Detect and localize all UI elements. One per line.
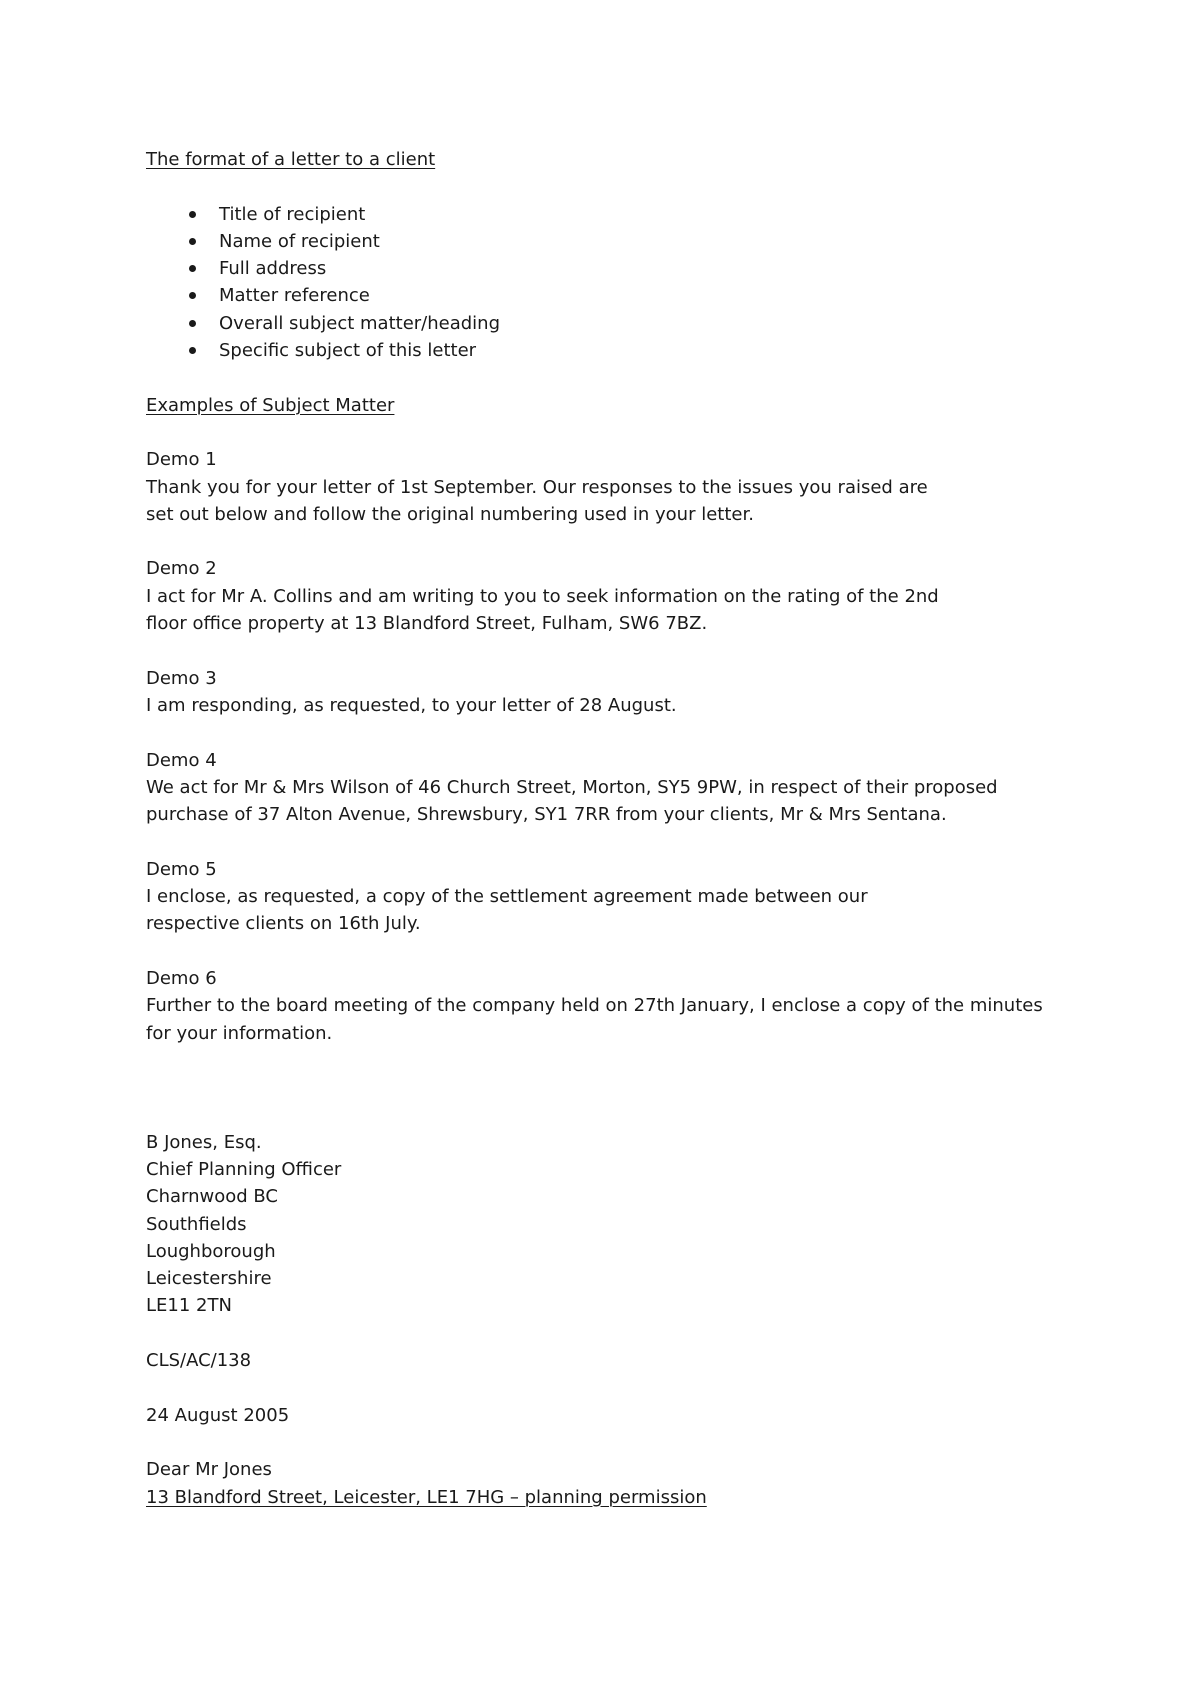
demo-text-line: for your information. — [146, 1022, 333, 1044]
demo-text-line: respective clients on 16th July. — [146, 913, 421, 935]
demo-5 — [146, 856, 1106, 938]
demo-title: Demo 3 — [146, 667, 217, 689]
document-heading: The format of a letter to a client — [146, 149, 436, 170]
demo-text-line: purchase of 37 Alton Avenue, Shrewsbury, SY1 7RR from your clients, Mr & Mrs Sentana. — [146, 804, 947, 826]
demo-text-line: floor office property at 13 Blandford Street, Fulham, SW6 7BZ. — [146, 613, 708, 635]
bullet-icon — [189, 238, 196, 245]
bullet-item: Title of recipient — [146, 201, 1106, 228]
recipient-address — [146, 1129, 1106, 1320]
bullet-item: Full address — [146, 255, 1106, 282]
bullet-icon — [189, 292, 196, 299]
address-line: Chief Planning Officer — [146, 1158, 342, 1180]
address-line: Loughborough — [146, 1240, 276, 1262]
address-line: Charnwood BC — [146, 1186, 278, 1208]
bullet-icon — [189, 211, 196, 218]
letter-date: 24 August 2005 — [146, 1404, 290, 1426]
demo-4 — [146, 747, 1106, 829]
demo-text-line: I act for Mr A. Collins and am writing to you to seek information on the rating of the 2nd — [146, 585, 939, 607]
demo-title: Demo 1 — [146, 449, 217, 471]
demo-title: Demo 6 — [146, 967, 217, 989]
demo-text-line: Further to the board meeting of the company held on 27th January, I enclose a copy of the minutes — [146, 995, 1043, 1017]
address-line: Southfields — [146, 1213, 247, 1235]
demo-text-line: I am responding, as requested, to your letter of 28 August. — [146, 694, 677, 716]
bullet-icon — [189, 320, 196, 327]
address-line: LE11 2TN — [146, 1295, 232, 1317]
demo-text-line: Thank you for your letter of 1st September. Our responses to the issues you raised are — [146, 476, 928, 498]
demo-1 — [146, 446, 1106, 528]
examples-heading: Examples of Subject Matter — [146, 394, 395, 416]
bullet-item: Specific subject of this letter — [146, 337, 1106, 364]
document-content — [146, 146, 1106, 1511]
salutation: Dear Mr Jones — [146, 1459, 272, 1481]
demo-3 — [146, 665, 1106, 720]
format-bullet-list — [146, 201, 1106, 365]
demo-2 — [146, 555, 1106, 637]
demo-text-line: We act for Mr & Mrs Wilson of 46 Church Street, Morton, SY5 9PW, in respect of their proposed — [146, 776, 998, 798]
address-line: B Jones, Esq. — [146, 1131, 262, 1153]
demo-text-line: I enclose, as requested, a copy of the settlement agreement made between our — [146, 886, 868, 908]
bullet-item: Overall subject matter/heading — [146, 310, 1106, 337]
demo-title: Demo 2 — [146, 558, 217, 580]
demo-text-line: set out below and follow the original numbering used in your letter. — [146, 503, 754, 525]
bullet-item: Name of recipient — [146, 228, 1106, 255]
bullet-icon — [189, 347, 196, 354]
bullet-icon — [189, 265, 196, 272]
bullet-item: Matter reference — [146, 282, 1106, 309]
subject-heading: 13 Blandford Street, Leicester, LE1 7HG – planning permission — [146, 1486, 707, 1508]
demo-title: Demo 5 — [146, 858, 217, 880]
demo-6 — [146, 965, 1106, 1047]
address-line: Leicestershire — [146, 1268, 272, 1290]
demo-title: Demo 4 — [146, 749, 217, 771]
matter-reference: CLS/AC/138 — [146, 1350, 252, 1372]
